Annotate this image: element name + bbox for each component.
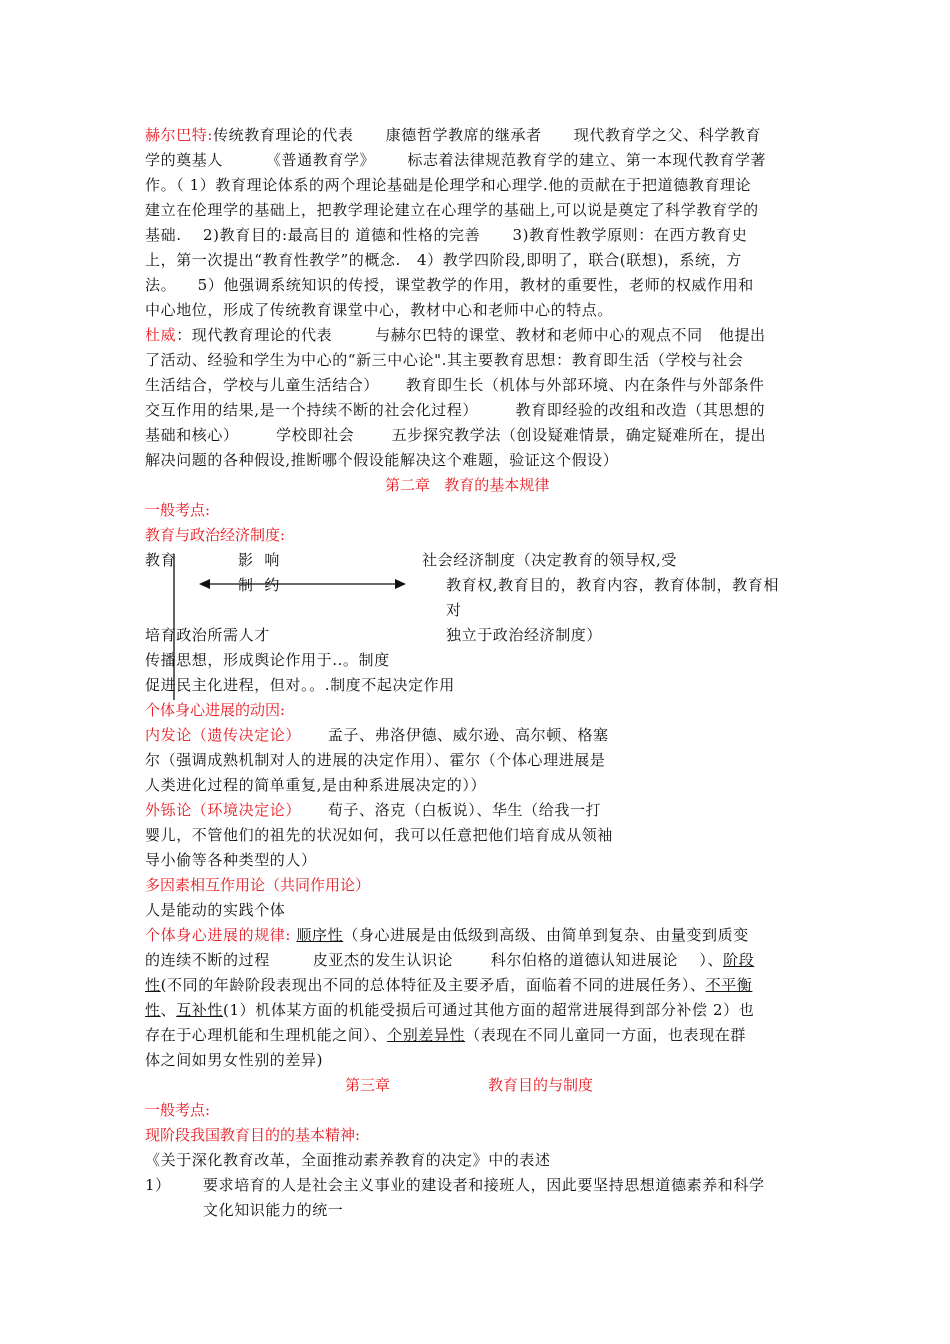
external-label: 外铄论（环境决定论）	[145, 801, 302, 819]
external-line-3: 导小偷等各种类型的人）	[145, 851, 317, 869]
chapter3-general-points: 一般考点:	[145, 1101, 211, 1119]
rules-label: 个体身心进展的规律:	[145, 926, 292, 944]
dewey-line-4: 交互作用的结果,是一个持续不断的社会化过程） 教育即经验的改组和改造（其思想的	[145, 401, 766, 419]
item-1-number: 1）	[145, 1176, 171, 1194]
education-spirit-title: 现阶段我国教育目的的基本精神:	[145, 1126, 361, 1144]
rules-line-1	[145, 923, 749, 948]
diagram-right-line-3: 对	[446, 601, 462, 619]
nativism-line-1	[145, 723, 609, 748]
herbart-line-6: 上，第一次提出“教育性教学”的概念. 4）教学四阶段,即明了，联合(联想)，系统，方	[145, 251, 742, 269]
herbart-line-2: 学的奠基人 《普通教育学》 标志着法律规范教育学的建立、第一本现代教育学著	[145, 151, 767, 169]
rules-line-5-text-b: （表现在不同儿童同一方面，也表现在群	[465, 1026, 746, 1044]
dewey-text: ：现代教育理论的代表 与赫尔巴特的课堂、教材和老师中心的观点不同 他提出	[176, 326, 766, 344]
rules-line-2	[145, 948, 754, 973]
nativism-line-2: 尔（强调成熟机制对人的进展的决定作用）、霍尔（个体心理进展是	[145, 751, 606, 769]
diagram-arrow-right-head	[395, 579, 406, 589]
herbart-line-8: 中心地位，形成了传统教育课堂中心，教材中心和老师中心的特点。	[145, 301, 614, 319]
diagram-restrict-label: 制 约	[238, 576, 280, 594]
external-text: 荀子、洛克（白板说）、华生（给我一打	[301, 801, 602, 819]
decision-document-line: 《关于深化教育改革，全面推动素养教育的决定》中的表述	[145, 1151, 551, 1169]
diagram-education-label: 教育	[145, 551, 177, 569]
chapter2-general-points: 一般考点:	[145, 501, 211, 519]
rules-line-5-text-a: 存在于心理机能和生理机能之间）、	[145, 1026, 388, 1044]
diagram-left-line-2: 传播思想，形成舆论作用于..。制度	[145, 651, 390, 669]
herbart-text: 传统教育理论的代表 康德哲学教席的继承者 现代教育学之父、科学教育	[213, 126, 762, 144]
rule-stage-text: (不同的年龄阶段表现出不同的总体特征及主要矛盾，面临着不同的进展任务）、	[160, 976, 706, 994]
item-1-text-line-1: 要求培育的人是社会主义事业的建设者和接班人，因此要坚持思想道德素养和科学	[203, 1176, 765, 1194]
diagram-left-line-3: 促进民主化进程，但对。。.制度不起决定作用	[145, 676, 455, 694]
rule-complementary-text: (1）机体某方面的机能受损后可通过其他方面的超常进展得到部分补偿 2）也	[223, 1001, 755, 1019]
dewey-line-2: 了活动、经验和学生为中心的“新三中心论".其主要教育思想：教育即生活（学校与社会	[145, 351, 744, 369]
rule-sequence: 顺序性	[296, 926, 344, 944]
dewey-line-6: 解决问题的各种假设,推断哪个假设能解决这个难题，验证这个假设）	[145, 451, 619, 469]
dewey-name: 杜威	[145, 326, 177, 344]
diagram-right-line-4: 独立于政治经济制度）	[446, 626, 603, 644]
herbart-line-7: 法。 5）他强调系统知识的传授，课堂教学的作用，教材的重要性，老师的权威作用和	[145, 276, 754, 294]
diagram-left-line-1: 培育政治所需人才	[145, 626, 270, 644]
rule-stage-b: 性	[145, 976, 161, 994]
nativism-text: 孟子、弗洛伊德、威尔逊、高尔顿、格塞	[301, 726, 609, 744]
rules-line-4	[145, 998, 754, 1023]
chapter3-title: 教育目的与制度	[488, 1076, 594, 1094]
rule-unbalanced-b: 性	[145, 1001, 161, 1019]
nativism-label: 内发论（遗传决定论）	[145, 726, 302, 744]
dewey-line-3: 生活结合，学校与儿童生活结合） 教育即生长（机体与外部环境、内在条件与外部条件	[145, 376, 765, 394]
rule-stage-a: 阶段	[723, 951, 755, 969]
item-1-text-line-2: 文化知识能力的统一	[203, 1201, 344, 1219]
chapter2-title: 第二章 教育的基本规律	[385, 476, 550, 494]
chapter3-number: 第三章	[345, 1076, 391, 1094]
herbart-line-3: 作。（ 1）教育理论体系的两个理论基础是伦理学和心理学.他的贡献在于把道德教育理论	[145, 176, 752, 194]
nativism-line-3: 人类进化过程的简单重复,是由种系进展决定的））	[145, 776, 487, 794]
rule-individual-difference: 个别差异性	[387, 1026, 466, 1044]
multi-factor-label: 多因素相互作用论（共同作用论）	[145, 876, 371, 894]
dynamics-title: 个体身心进展的动因:	[145, 701, 286, 719]
rule-complementary: 互补性	[176, 1001, 224, 1019]
external-line-1	[145, 798, 601, 823]
rules-separator: 、	[160, 1001, 177, 1019]
rules-line-3	[145, 973, 752, 998]
external-line-2: 婴儿，不管他们的祖先的状况如何，我可以任意把他们培育成从领袖	[145, 826, 614, 844]
rules-line-2-text: 的连续不断的过程 皮亚杰的发生认识论 科尔伯格的道德认知进展论 ）、	[145, 951, 724, 969]
diagram-influence-label: 影 响	[238, 551, 280, 569]
rules-line-6: 体之间如男女性别的差异)	[145, 1051, 324, 1069]
herbart-line-4: 建立在伦理学的基础上，把教学理论建立在心理学的基础上,可以说是奠定了科学教育学的	[145, 201, 759, 219]
dewey-line-5: 基础和核心） 学校即社会 五步探究教学法（创设疑难情景，确定疑难所在，提出	[145, 426, 767, 444]
diagram-right-line-2: 教育权,教育目的，教育内容，教育体制，教育相	[446, 576, 779, 594]
diagram-arrow-left-head	[199, 579, 210, 589]
diagram-right-line-1: 社会经济制度（决定教育的领导权,受	[422, 551, 677, 569]
econ-section-title: 教育与政治经济制度:	[145, 526, 286, 544]
active-practice-line: 人是能动的实践个体	[145, 901, 286, 919]
herbart-name: 赫尔巴特:	[145, 126, 214, 144]
rules-line-5	[145, 1023, 746, 1048]
herbart-line-5: 基础. 2)教育目的:最高目的 道德和性格的完善 3)教育性教学原则：在西方教育史	[145, 226, 748, 244]
rule-sequence-text: （身心进展是由低级到高级、由简单到复杂、由量变到质变	[343, 926, 749, 944]
rule-unbalanced-a: 不平衡	[705, 976, 753, 994]
